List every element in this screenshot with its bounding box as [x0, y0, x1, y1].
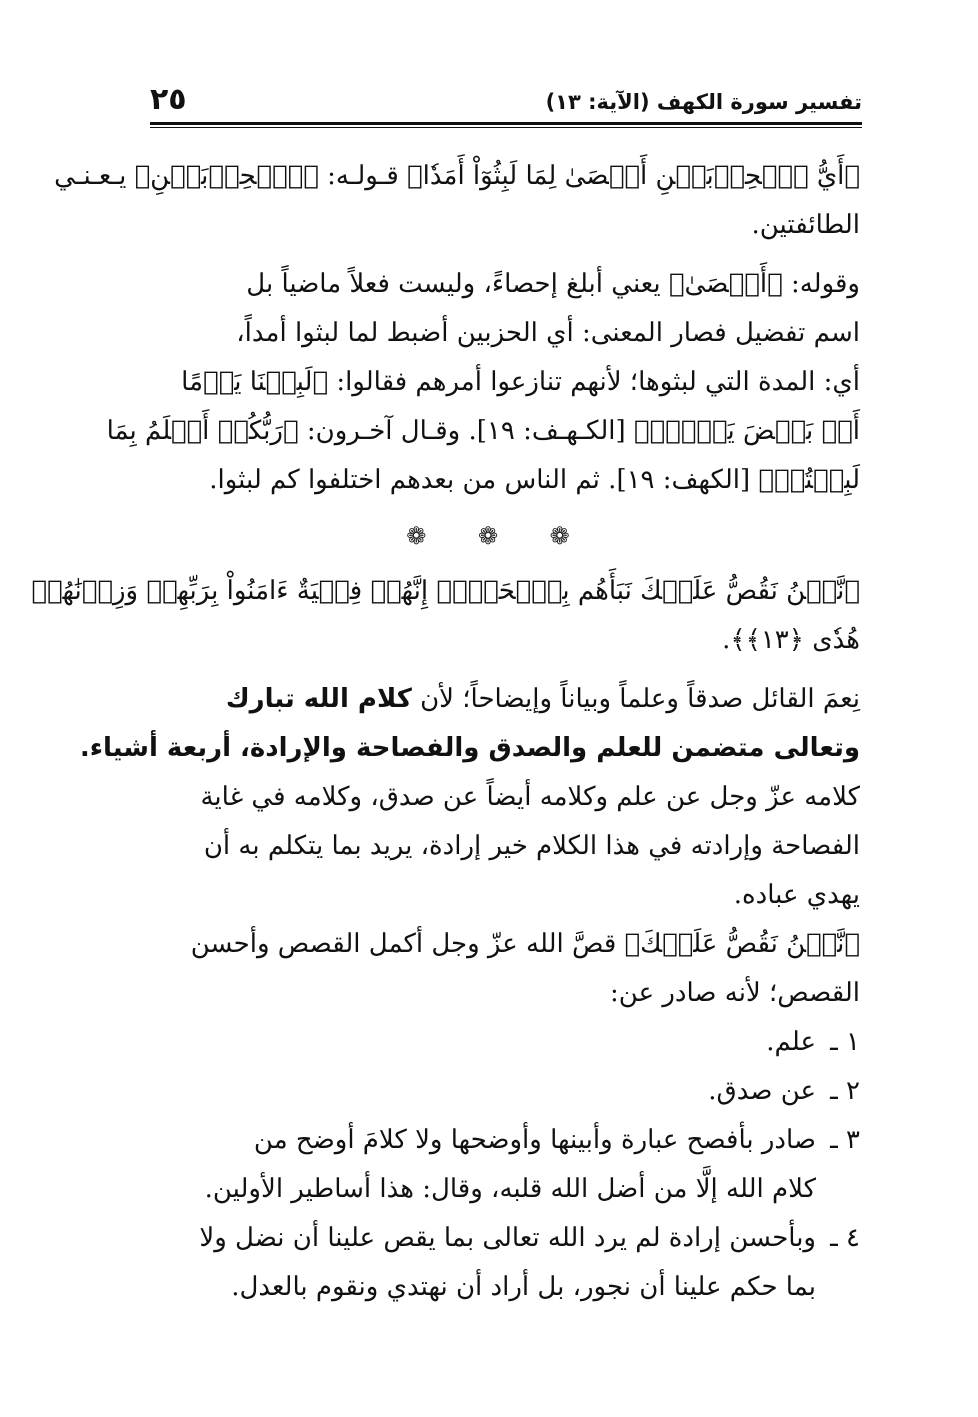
list-text: صادر بأفصح عبارة وأبينها وأوضحها ولا كلامَ أوضح من	[253, 1125, 816, 1155]
paragraph-4	[138, 920, 860, 1018]
list-number: ٤ ـ	[830, 1223, 860, 1253]
list-text: علم.	[766, 1027, 816, 1057]
list-item-line	[138, 1067, 860, 1116]
text-line: كلامه عزّ وجل عن علم وكلامه أيضاً عن صدق، وكلامه في غاية	[200, 782, 860, 812]
running-title: تفسير سورة الكهف (الآية: ١٣)	[545, 90, 862, 114]
text-bold: كلام الله تبارك	[225, 684, 412, 714]
list-item-continuation: كلام الله إلَّا من أضل الله قلبه، وقال: هذا أساطير الأولين.	[204, 1174, 816, 1204]
section-separator: ❁ ❁ ❁	[406, 522, 592, 550]
page-header	[150, 78, 862, 122]
text-line	[138, 675, 860, 724]
list-item	[138, 1067, 860, 1116]
text-line: ﴿أَيُّ ٱلۡحِزۡبَيۡنِ أَحۡصَىٰ لِمَا لَبِثُوٓاْ أَمَدٗا﴾ قـولـه: ﴿ٱلۡحِزۡبَيۡنِ﴾ يـعـنـي	[54, 161, 860, 191]
header-rule-thick	[150, 122, 862, 125]
list-item-continuation: بما حكم علينا أن نجور، بل أراد أن نهتدي ونقوم بالعدل.	[231, 1272, 816, 1302]
list-item	[138, 1214, 860, 1312]
numbered-list	[138, 1018, 860, 1312]
body-text	[31, 152, 860, 1312]
text-line: أَوۡ بَعۡضَ يَوۡمٖۚ﴾ [الكـهـف: ١٩]. وقـال آخـرون: ﴿رَبُّكُمۡ أَعۡلَمُ بِمَا	[106, 416, 860, 446]
list-item-line	[138, 1214, 860, 1263]
text-line: الفصاحة وإرادته في هذا الكلام خير إرادة، يريد بما يتكلم به أن	[203, 831, 860, 861]
verse-line: هُدٗى ﴿١٣﴾﴾.	[722, 625, 860, 655]
text-normal: نِعمَ القائل صدقاً وعلماً وبياناً وإيضاحاً؛ لأن	[411, 684, 860, 714]
text-line: اسم تفضيل فصار المعنى: أي الحزبين أضبط لما لبثوا أمداً،	[236, 318, 860, 348]
list-number: ١ ـ	[830, 1027, 860, 1057]
list-item	[138, 1116, 860, 1214]
text-line: وقوله: ﴿أَحۡصَىٰ﴾ يعني أبلغ إحصاءً، وليست فعلاً ماضياً بل	[246, 269, 860, 299]
header-rule-thin	[150, 127, 862, 128]
list-number: ٣ ـ	[830, 1125, 860, 1155]
list-number: ٢ ـ	[830, 1076, 860, 1106]
paragraph-3	[79, 675, 860, 920]
list-text: عن صدق.	[708, 1076, 816, 1106]
paragraph-2	[106, 260, 860, 505]
paragraph-1	[54, 152, 860, 250]
text-line: الطائفتين.	[751, 210, 860, 240]
text-line-bold: وتعالى متضمن للعلم والصدق والفصاحة والإرادة، أربعة أشياء.	[79, 733, 860, 763]
text-line: يهدي عباده.	[733, 880, 860, 910]
text-line: ﴿نَّحۡنُ نَقُصُّ عَلَيۡكَ﴾ قصَّ الله عزّ وجل أكمل القصص وأحسن	[190, 929, 860, 959]
text-line: القصص؛ لأنه صادر عن:	[610, 978, 860, 1008]
text-line: أي: المدة التي لبثوها؛ لأنهم تنازعوا أمرهم فقالوا: ﴿لَبِثۡنَا يَوۡمًا	[181, 367, 860, 397]
list-item-line	[138, 1018, 860, 1067]
page-number: ٢٥	[150, 82, 187, 117]
list-item-line	[138, 1116, 860, 1165]
list-item	[138, 1018, 860, 1067]
list-text: وبأحسن إرادة لم يرد الله تعالى بما يقص علينا أن نضل ولا	[199, 1223, 816, 1253]
verse-block	[31, 567, 860, 665]
verse-line: ﴿نَّحۡنُ نَقُصُّ عَلَيۡكَ نَبَأَهُم بِٱلۡحَقِّۚ إِنَّهُمۡ فِتۡيَةٌ ءَامَنُواْ بِرَبِّهِمۡ وَزِدۡنَٰهُمۡ	[31, 576, 860, 606]
text-line: لَبِثۡتُمۡ﴾ [الكهف: ١٩]. ثم الناس من بعدهم اختلفوا كم لبثوا.	[209, 465, 860, 495]
